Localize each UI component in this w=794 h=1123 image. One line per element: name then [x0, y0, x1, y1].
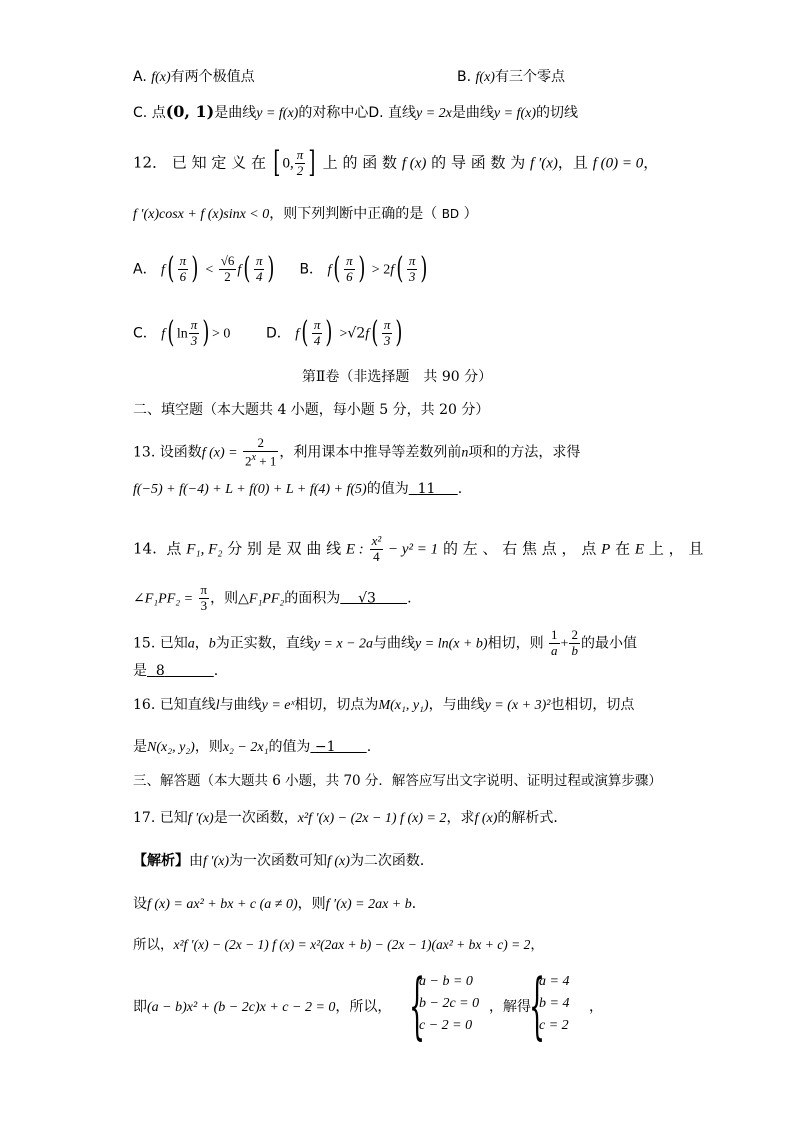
q15-text6: 的最小值 — [580, 635, 637, 652]
q13-numerator: 2 — [243, 436, 278, 452]
q12-bracket-left: [ — [273, 145, 281, 181]
q16-text8: 的值为 — [268, 739, 311, 755]
q15-answer-blank — [147, 663, 214, 679]
q14-tri: F₁PF₂ — [248, 591, 285, 607]
q15-text4: 与曲线 — [373, 635, 416, 652]
q15-text7: 是 — [133, 663, 147, 679]
q16-text1: 已知直线 — [159, 697, 216, 713]
q11-c-text3: 的对称中心 — [298, 105, 369, 121]
q15-one: 1 — [551, 627, 558, 642]
q17-system-2-brace: { — [529, 963, 546, 1047]
q15-text2: ， — [194, 635, 209, 652]
q17-sol2-eq: f (x) = ax² + bx + c (a ≠ 0) — [147, 897, 298, 912]
q17-stem — [133, 811, 674, 826]
q17-system-2-eq1: a = 4 — [539, 974, 570, 989]
q14-pi: π — [200, 582, 208, 597]
q12-a-two: 2 — [224, 268, 231, 284]
q16-text4: ，与曲线 — [428, 697, 485, 713]
q17-sol3-end: ， — [530, 937, 544, 953]
q11-d-label: D. — [368, 105, 384, 121]
q17-system-1 — [409, 963, 480, 1047]
q11-d-text2: 是曲线 — [451, 105, 494, 121]
q11-d-text1: 直线 — [388, 105, 417, 121]
q17-system-1-eq3: c − 2 = 0 — [419, 1018, 473, 1033]
q16-text2: 与曲线 — [219, 697, 262, 713]
q12-a-four: 4 — [255, 268, 263, 284]
q12-num: 12． — [133, 153, 168, 172]
q12-a-pi: π — [179, 253, 187, 268]
q17-sol2-eq2: f ′(x) = 2ax + b — [325, 897, 412, 912]
q13-line1 — [133, 436, 674, 469]
q14-four: 4 — [373, 548, 380, 564]
q14-text6: ，则△ — [210, 590, 249, 607]
q12-a-six: 6 — [179, 268, 187, 284]
q17-system-1-eq1: a − b = 0 — [419, 974, 473, 989]
q12-text4: ，且 — [557, 153, 588, 172]
q13-line2 — [133, 482, 674, 497]
q12-text5: ， — [643, 153, 659, 172]
q16-end: . — [366, 739, 372, 755]
q14-E: E : — [345, 541, 364, 558]
q12-b-label: B． — [299, 261, 324, 278]
q14-P: P — [601, 541, 611, 558]
q12-text1: 已 知 定 义 在 — [171, 153, 266, 172]
q17-sol4-a: 即 — [133, 999, 147, 1015]
q17-sol4-b: ，所以， — [335, 999, 392, 1015]
q12-fx: f (x) — [401, 155, 427, 172]
q17-solution-line3 — [133, 938, 674, 953]
q16-curve1: y = eˣ — [261, 698, 295, 713]
q12-d-pi2: π — [383, 317, 391, 332]
q16-num: 16. — [133, 697, 156, 713]
q17-fx: f (x) — [474, 811, 498, 826]
q12-interval-frac — [295, 148, 306, 179]
q13-den-rest: + 1 — [256, 453, 277, 469]
q16-N: N(x₂, y₂) — [147, 740, 195, 755]
q17-solution-line2 — [133, 897, 674, 912]
part-3-heading: 三、解答题（本大题共 6 小题，共 70 分．解答应写出文字说明、证明过程或演算步骤） — [133, 773, 662, 789]
q17-sol2-end: ． — [411, 896, 426, 912]
q17-system-1-brace: { — [409, 963, 426, 1047]
q12-c-pi: π — [190, 317, 198, 332]
q13-fx: f (x) = — [201, 445, 238, 461]
q12-a-sqrt6: √6 — [220, 253, 235, 268]
q15-answer: 8 — [155, 663, 165, 679]
q16-line1 — [133, 698, 674, 713]
q16-l: l — [215, 698, 220, 713]
q13-sum: f(−5) + f(−4) + L + f(0) + L + f(4) + f(5) — [133, 482, 367, 497]
q12-text3: 的 导 函 数 为 — [431, 153, 526, 172]
q14-text5: 上 ， 且 — [648, 539, 704, 558]
q14-line2 — [133, 583, 674, 614]
q15-end: . — [213, 663, 219, 679]
q14-x2: x² — [371, 533, 382, 548]
q12-b-six: 6 — [346, 268, 353, 284]
q12-c-label: C． — [133, 325, 157, 342]
q13-text1: 设函数 — [159, 444, 202, 461]
q15-line1 — [133, 628, 674, 659]
q11-b-paren: (x) — [479, 70, 495, 85]
q12-a-pi2: π — [255, 253, 263, 268]
q15-text1: 已知 — [159, 635, 188, 652]
q17-system-2-eq2: b = 4 — [539, 996, 570, 1011]
q12-d-four: 4 — [313, 332, 321, 348]
q14-E2: E — [634, 541, 645, 558]
q13-end: . — [457, 481, 463, 497]
q14-answer: √3 — [358, 590, 376, 607]
part-2-heading: 二、填空题（本大题共 4 小题，每小题 5 分，共 20 分） — [133, 402, 490, 418]
q15-a: a — [187, 636, 195, 652]
q14-angle: ∠F₁PF₂ = — [133, 591, 194, 607]
q17-text3: ，求 — [446, 810, 475, 826]
q17-sol3-eq: x²f ′(x) − (2x − 1) f (x) = x²(2ax + b) − (2x − 1)(ax² + bx + c) = 2 — [173, 937, 531, 952]
q16-line2 — [133, 740, 674, 755]
q11-a-label: A. — [133, 69, 147, 85]
q12-b-pi2: π — [408, 253, 416, 268]
q17-sol4-eq: (a − b)x² + (b − 2c)x + c − 2 = 0 — [147, 1000, 336, 1015]
q17-sol1-c: 为二次函数． — [349, 853, 434, 869]
q14-three: 3 — [200, 597, 208, 613]
q17-sol3-a: 所以， — [133, 937, 174, 953]
q16-M: M(x₁, y₁) — [378, 698, 429, 713]
q14-frac2 — [199, 583, 210, 614]
q12-c-ln: ln — [176, 326, 188, 342]
q11-d-curve: y = f(x) — [493, 106, 536, 121]
q15-b: b — [208, 636, 216, 652]
q13-frac — [243, 436, 278, 469]
q12-interval-left: 0, — [282, 155, 294, 172]
q12-d-sqrt2: √2 — [347, 325, 366, 342]
q13-den-base: 2 — [245, 453, 252, 469]
q17-sol4-c: ，解得 — [489, 999, 531, 1015]
q13-answer-blank — [409, 481, 458, 497]
q11-b-text: 有三个零点 — [494, 69, 565, 85]
q12-text2: 上 的 函 数 — [322, 153, 398, 172]
q11-c-label: C. — [133, 105, 148, 121]
q15-line2 — [133, 664, 674, 678]
q13-answer: 11 — [417, 481, 436, 497]
q15-plus: + — [560, 636, 569, 652]
q13-text2: ，利用课本中推导等差数列前 — [279, 444, 462, 461]
q14-end: . — [407, 590, 412, 607]
q11-c-curve: y = f(x) — [256, 106, 299, 121]
q12-f0: f (0) = 0 — [592, 155, 644, 172]
q17-text4: 的解析式． — [497, 810, 568, 826]
q17-solution-line1 — [133, 854, 674, 869]
q17-num: 17. — [133, 810, 156, 826]
q12-text6: ，则下列判断中正确的是（ — [269, 206, 438, 222]
q14-rest: − y² = 1 — [384, 541, 439, 558]
q17-sol1-fx: f (x) — [327, 854, 350, 869]
q12-answer: BD — [441, 207, 460, 221]
q15-frac1 — [549, 628, 560, 659]
q16-answer-blank — [310, 739, 366, 755]
q12-b-three: 3 — [408, 268, 416, 284]
q13-den-exp: x — [251, 451, 256, 463]
q16-text6: 是 — [133, 739, 147, 755]
q17-solution-line4 — [133, 963, 674, 1047]
q15-two: 2 — [571, 627, 578, 642]
q16-text3: 相切，切点为 — [294, 697, 379, 713]
q11-b-fx: f — [475, 70, 480, 85]
q12-d-pi: π — [313, 317, 321, 332]
q14-text2: 分 别 是 双 曲 线 — [227, 539, 342, 558]
q11-options-ab — [133, 70, 674, 85]
q15-frac-a: a — [551, 642, 558, 658]
q11-a-fx: f — [151, 70, 156, 85]
q12-c-gt0: > 0 — [211, 326, 231, 342]
q16-answer: −1 — [314, 739, 336, 755]
q12-d-label: D． — [265, 325, 291, 342]
q14-answer-blank — [340, 590, 407, 606]
q14-text7: 的面积为 — [284, 590, 341, 607]
q12-pi: π — [296, 147, 304, 162]
q15-frac2 — [569, 628, 580, 659]
q13-text4: 的值为 — [366, 481, 409, 497]
q13-text3: 项和的方法，求得 — [468, 444, 581, 461]
q17-sol2-a: 设 — [133, 896, 147, 912]
q14-text4: 在 — [615, 539, 631, 558]
q11-c-point: (0, 1) — [165, 102, 215, 121]
q13-n: n — [461, 445, 469, 461]
q11-d-line: y = 2x — [416, 106, 452, 121]
q13-num: 13. — [133, 444, 156, 461]
q16-curve2: y = (x + 3)² — [484, 698, 551, 713]
q17-sol1-a: 由 — [189, 853, 203, 869]
q14-foci: F₁, F₂ — [186, 541, 223, 558]
q11-a-text: 有两个极值点 — [170, 69, 255, 85]
q11-a-paren: (x) — [155, 70, 171, 85]
q17-system-2 — [529, 963, 570, 1047]
q17-text2: 是一次函数， — [213, 810, 298, 826]
q12-d-three: 3 — [383, 332, 391, 348]
q12-options-cd: C． f( ln $\frac{\pi}{3}$ ) > 0 D． f( $\frac{\pi}{4}$ ) >√2f( $\frac{\pi}{3}$ ) — [133, 315, 403, 351]
q17-sol4-d: ， — [589, 999, 603, 1015]
q11-b-label: B. — [457, 69, 472, 85]
q17-sol2-b: ，则 — [297, 896, 326, 912]
q14-text1: 点 — [166, 539, 182, 558]
q12-text7: ） — [463, 206, 478, 222]
q16-expr: x₂ − 2x₁ — [222, 740, 269, 755]
q17-solution-label: 【解析】 — [133, 853, 189, 869]
q12-condition: f ′(x)cosx + f (x)sinx < 0 — [133, 207, 270, 222]
q15-frac-b: b — [571, 642, 578, 658]
q17-system-1-eq2: b − 2c = 0 — [419, 996, 480, 1011]
section-2-title: 第Ⅱ卷（非选择题 共 90 分） — [301, 369, 493, 385]
q15-curve: y = ln(x + b) — [415, 636, 488, 652]
q16-text7: ，则 — [194, 739, 223, 755]
q16-text5: 也相切，切点 — [550, 697, 635, 713]
q14-num: 14. — [133, 539, 157, 558]
q17-eq: x²f ′(x) − (2x − 1) f (x) = 2 — [297, 811, 447, 826]
q14-text3: 的 左 、 右 焦 点 ， 点 — [442, 539, 597, 558]
q11-c-text2: 是曲线 — [214, 105, 257, 121]
q12-options-ab: A． f( $\frac{\pi}{6}$ ) < $\frac{√6}{2}$ f( $\frac{\pi}{4}$ ) B． f( $\frac{\pi}{6}$ ) > 2f( $\frac{\pi}{3}$ ) — [133, 251, 428, 287]
q17-sol1-b: 为一次函数可知 — [229, 853, 327, 869]
q12-a-label: A． — [133, 261, 157, 278]
q11-d-text3: 的切线 — [535, 105, 578, 121]
q17-sol1-fp: f ′(x) — [203, 854, 229, 869]
q17-system-2-eq3: c = 2 — [539, 1018, 569, 1033]
q12-c-three: 3 — [190, 332, 198, 348]
q12-bracket-right: ] — [308, 145, 316, 181]
q11-option-b — [457, 70, 565, 85]
q17-sol4-lead — [133, 1000, 391, 1015]
q11-c-text1: 点 — [151, 105, 166, 121]
q14-line1 — [133, 533, 704, 565]
q15-text3: 为正实数，直线 — [215, 635, 314, 652]
q15-text5: 相切，则 — [487, 635, 544, 652]
q14-frac — [370, 534, 384, 565]
q12-stem-line1 — [133, 145, 674, 181]
q11-options-cd — [133, 104, 674, 121]
q17-fp: f ′(x) — [187, 811, 214, 826]
q15-num: 15. — [133, 635, 156, 652]
q17-text1: 已知 — [159, 810, 188, 826]
q12-two: 2 — [296, 162, 304, 178]
q12-b-pi: π — [346, 253, 353, 268]
q12-fpx: f ′(x) — [530, 155, 558, 172]
q12-stem-line2 — [133, 207, 674, 222]
q15-line: y = x − 2a — [313, 636, 374, 652]
